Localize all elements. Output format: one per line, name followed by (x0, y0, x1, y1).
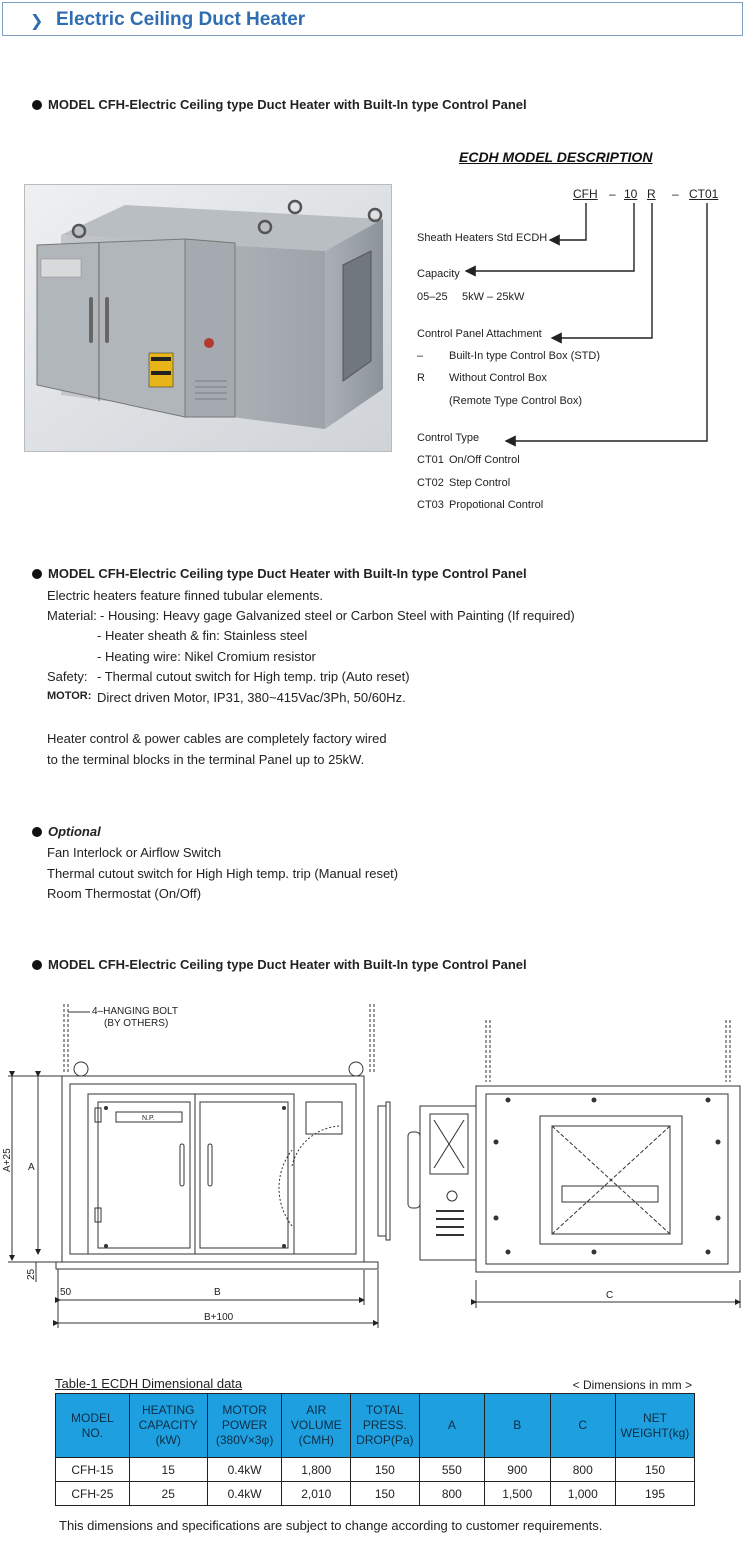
column-header: HEATING CAPACITY (kW) (129, 1394, 207, 1458)
column-header: MODEL NO. (56, 1394, 130, 1458)
column-header: A (419, 1394, 484, 1458)
table-row (56, 1458, 695, 1482)
code-part-capacity: 10 (624, 187, 638, 201)
table-cell: 900 (485, 1458, 550, 1482)
code-part-series: CFH (573, 187, 598, 201)
bullet-icon (32, 960, 42, 970)
control-type-text: On/Off Control (449, 454, 520, 466)
optional-item: Fan Interlock or Airflow Switch (47, 845, 222, 860)
section-heading-2 (32, 566, 527, 581)
section-heading-text: MODEL CFH-Electric Ceiling type Duct Heater with Built-In type Control Panel (48, 97, 527, 112)
column-header: B (485, 1394, 550, 1458)
optional-item: Thermal cutout switch for High High temp. trip (Manual reset) (47, 866, 399, 881)
table-cell: 0.4kW (207, 1482, 282, 1506)
column-header: AIR VOLUME (CMH) (282, 1394, 351, 1458)
table-cell: 0.4kW (207, 1458, 282, 1482)
nameplate-label: N.P. (142, 1115, 155, 1122)
table-units: < Dimensions in mm > (572, 1378, 692, 1392)
code-part-dash-2: – (672, 187, 679, 201)
capacity-values: 5kW – 25kW (462, 291, 525, 303)
safety-text: - Thermal cutout switch for High temp. trip (Auto reset) (97, 669, 410, 684)
section-heading-text: MODEL CFH-Electric Ceiling type Duct Heater with Built-In type Control Panel (48, 957, 527, 972)
table-cell: 25 (129, 1482, 207, 1506)
optional-heading (32, 824, 101, 839)
sheath-label: Sheath Heaters Std ECDH (417, 232, 548, 244)
table-cell: 2,010 (282, 1482, 351, 1506)
column-header: C (550, 1394, 615, 1458)
wiring-line-2: to the terminal blocks in the terminal Panel up to 25kW. (47, 752, 365, 767)
material-housing: - Housing: Heavy gage Galvanized steel or Carbon Steel with Painting (If required) (100, 608, 575, 623)
table-cell: 150 (351, 1482, 420, 1506)
bullet-icon (32, 569, 42, 579)
panel-option-1-code: – (417, 350, 424, 362)
material-wire: - Heating wire: Nikel Cromium resistor (97, 649, 316, 664)
dim-25: 25 (26, 1268, 37, 1280)
code-part-panel: R (647, 187, 656, 201)
panel-option-2-note: (Remote Type Control Box) (449, 395, 583, 407)
bolt-note-1: 4–HANGING BOLT (92, 1006, 178, 1017)
control-type-code: CT03 (417, 499, 444, 511)
product-photo (24, 184, 392, 452)
table-cell: 800 (550, 1458, 615, 1482)
column-header: NET WEIGHT(kg) (615, 1394, 694, 1458)
dim-b: B (214, 1287, 221, 1298)
table-cell: 15 (129, 1458, 207, 1482)
page-header (2, 2, 743, 36)
safety-label: Safety: (47, 669, 88, 684)
table-caption: Table-1 ECDH Dimensional data (55, 1376, 243, 1391)
control-type-text: Propotional Control (449, 499, 544, 511)
bullet-icon (32, 100, 42, 110)
table-cell: 1,800 (282, 1458, 351, 1482)
control-type-code: CT02 (417, 477, 444, 489)
page-title: Electric Ceiling Duct Heater (56, 9, 306, 30)
code-part-control: CT01 (689, 187, 719, 201)
section-heading-text: MODEL CFH-Electric Ceiling type Duct Heater with Built-In type Control Panel (48, 566, 527, 581)
panel-option-2-code: R (417, 372, 425, 384)
control-type-label: Control Type (417, 432, 480, 444)
panel-label: Control Panel Attachment (417, 328, 542, 340)
dim-c: C (606, 1290, 614, 1301)
table-cell: 150 (615, 1458, 694, 1482)
code-part-dash-1: – (609, 187, 616, 201)
chevron-right-icon: ❯ (30, 13, 44, 30)
optional-item: Room Thermostat (On/Off) (47, 886, 202, 901)
panel-option-2-text: Without Control Box (449, 372, 547, 384)
control-type-text: Step Control (449, 477, 511, 489)
dimension-table (55, 1393, 695, 1506)
dim-50: 50 (60, 1287, 72, 1298)
footnote: This dimensions and specifications are subject to change according to customer requirements. (59, 1518, 603, 1533)
wiring-line-1: Heater control & power cables are completely factory wired (47, 731, 387, 746)
capacity-label: Capacity (417, 268, 460, 280)
panel-option-1-text: Built-In type Control Box (STD) (449, 350, 600, 362)
dim-a25: A+25 (2, 1148, 13, 1172)
optional-heading-text: Optional (48, 824, 101, 839)
control-type-code: CT01 (417, 454, 444, 466)
table-cell: CFH-15 (56, 1458, 130, 1482)
table-header-row (56, 1394, 695, 1458)
table-cell: 1,500 (485, 1482, 550, 1506)
bullet-icon (32, 827, 42, 837)
section-heading-1 (32, 97, 527, 112)
material-sheath: - Heater sheath & fin: Stainless steel (97, 628, 308, 643)
table-cell: 800 (419, 1482, 484, 1506)
table-cell: 550 (419, 1458, 484, 1482)
capacity-range: 05–25 (417, 291, 448, 303)
spec-intro: Electric heaters feature finned tubular elements. (47, 588, 324, 603)
section-heading-3 (32, 957, 527, 972)
table-cell: CFH-25 (56, 1482, 130, 1506)
table-cell: 195 (615, 1482, 694, 1506)
material-label: Material: (47, 608, 97, 623)
dim-b100: B+100 (204, 1312, 234, 1323)
column-header: MOTOR POWER (380V×3φ) (207, 1394, 282, 1458)
motor-text: Direct driven Motor, IP31, 380~415Vac/3Ph, 50/60Hz. (97, 690, 406, 705)
bolt-note-2: (BY OTHERS) (104, 1018, 169, 1029)
model-description-title: ECDH MODEL DESCRIPTION (459, 149, 653, 165)
table-cell: 150 (351, 1458, 420, 1482)
column-header: TOTAL PRESS. DROP(Pa) (351, 1394, 420, 1458)
dimension-drawing (0, 990, 745, 1335)
table-row (56, 1482, 695, 1506)
dim-a: A (28, 1162, 35, 1173)
table-cell: 1,000 (550, 1482, 615, 1506)
motor-label: MOTOR: (47, 690, 92, 702)
